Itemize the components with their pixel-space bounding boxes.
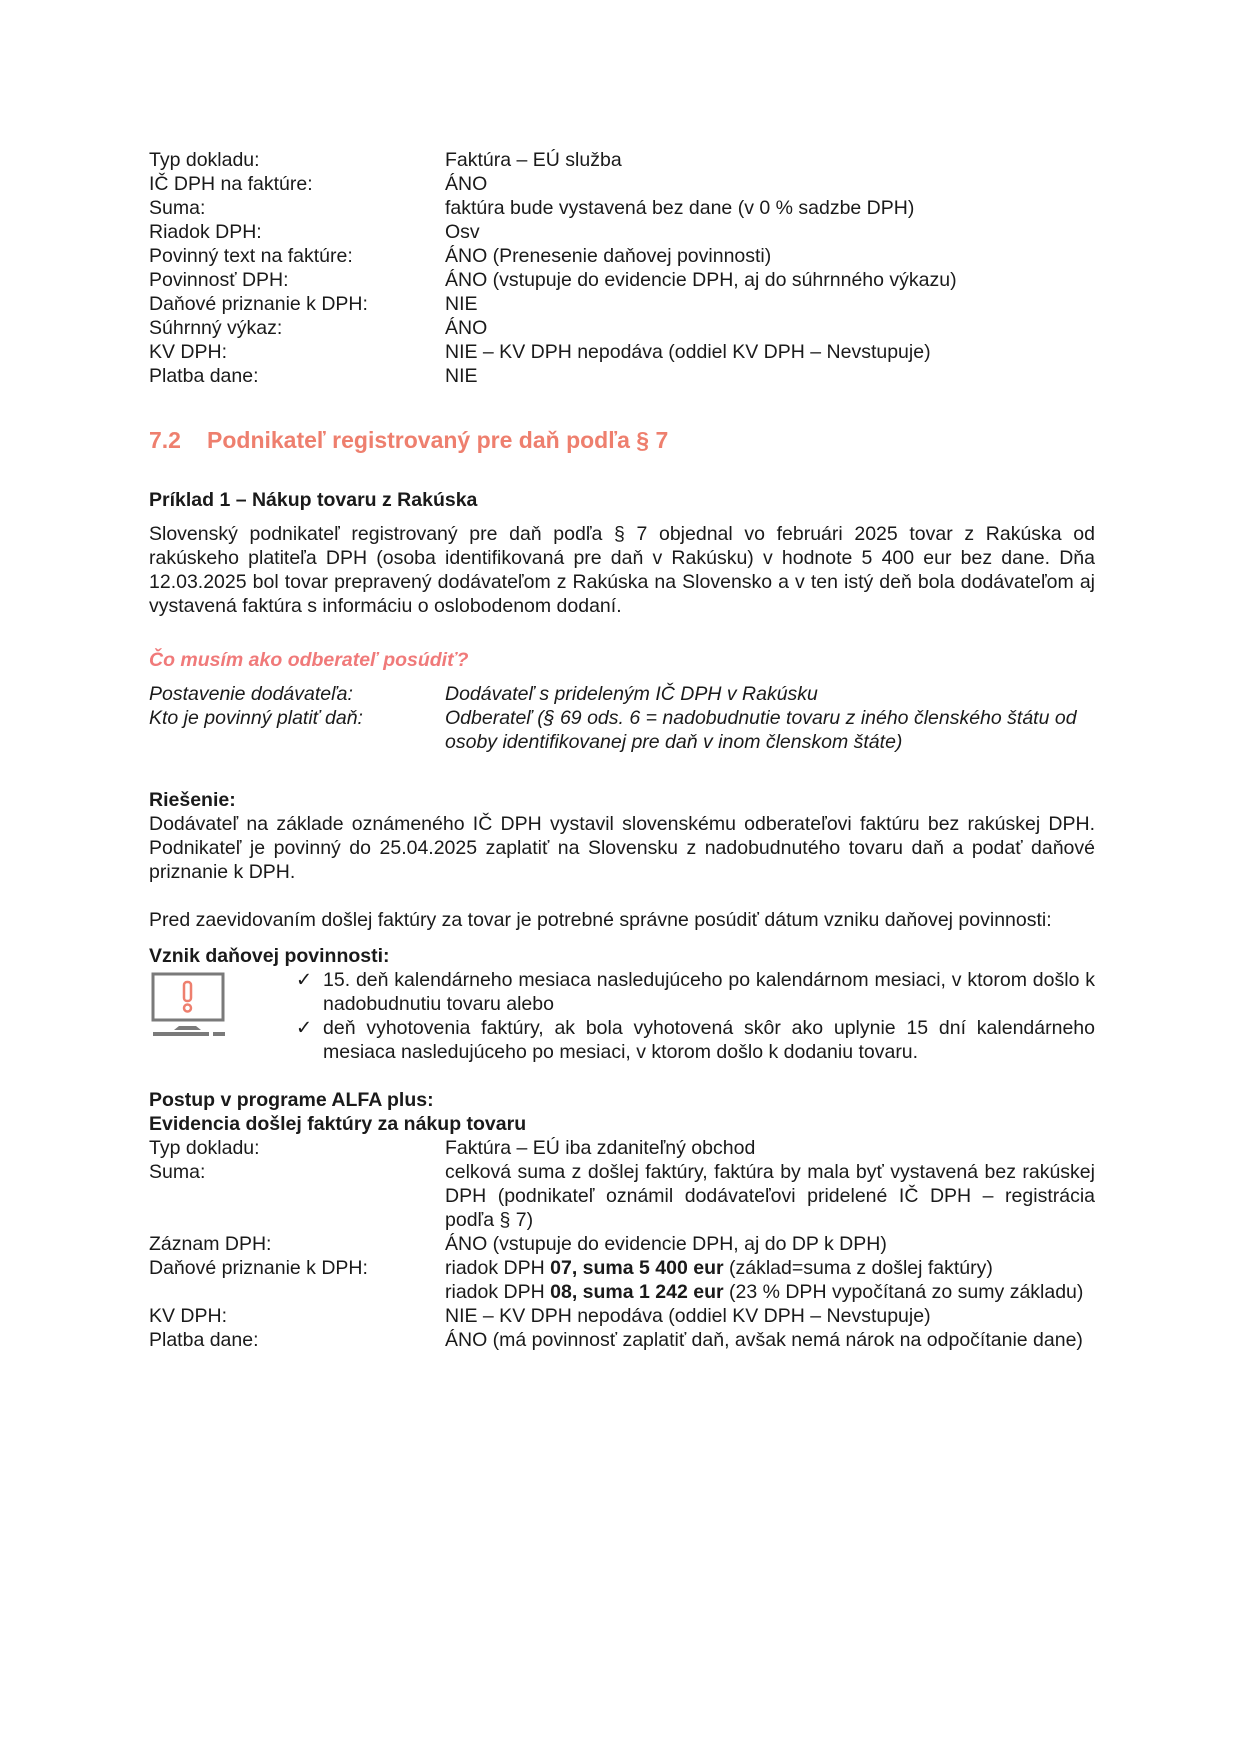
solution-paragraph-2: Pred zaevidovaním došlej faktúry za tovar je potrebné správne posúdiť dátum vzniku daňovej povinnosti: <box>149 909 1052 931</box>
table-row <box>149 196 1095 220</box>
row-value: Dodávateľ s prideleným IČ DPH v Rakúsku <box>445 683 818 705</box>
table-row <box>149 1232 1095 1256</box>
row-key: Platba dane: <box>149 365 259 387</box>
row-value: NIE <box>445 365 478 387</box>
tax-liability-heading: Vznik daňovej povinnosti: <box>149 945 390 967</box>
row-key: Typ dokladu: <box>149 149 260 171</box>
row-value: ÁNO <box>445 317 488 339</box>
table-row <box>149 244 1095 268</box>
tax-liability-block <box>149 968 1095 1064</box>
table-row <box>149 268 1095 292</box>
solution-heading: Riešenie: <box>149 789 236 811</box>
table-row <box>149 340 1095 364</box>
example-paragraph: Slovenský podnikateľ registrovaný pre daň podľa § 7 objednal vo februári 2025 tovar z Rakúska od rakúskeho platiteľa DPH (osoba identifikovaná pre daň v Rakúsku) v hodnote 5 400 eur bez dane. Dňa 12.03.2025 bol tovar prepravený dodávateľom z Rakúska na Slovensko a v ten istý deň bola dodávateľom aj vystavená faktúra s informáciu o oslobodenom dodaní. <box>149 523 1095 617</box>
assess-table <box>149 682 1095 754</box>
procedure-table <box>149 1136 1095 1352</box>
table-row <box>149 1136 1095 1160</box>
section-heading <box>149 426 1095 454</box>
first-table <box>149 148 1095 388</box>
row-key: Riadok DPH: <box>149 221 262 243</box>
list-item <box>285 1016 1095 1064</box>
row-key: Záznam DPH: <box>149 1233 272 1255</box>
procedure-heading: Postup v programe ALFA plus: <box>149 1089 434 1111</box>
tax-return-line-2 <box>445 1280 1095 1304</box>
row-value: NIE – KV DPH nepodáva (oddiel KV DPH – Nevstupuje) <box>445 1305 931 1327</box>
row-value: Faktúra – EÚ iba zdaniteľný obchod <box>445 1137 756 1159</box>
check-icon: ✓ <box>295 1017 313 1039</box>
table-row <box>149 148 1095 172</box>
row-value: NIE – KV DPH nepodáva (oddiel KV DPH – Nevstupuje) <box>445 341 931 363</box>
row-value: ÁNO (Prenesenie daňovej povinnosti) <box>445 245 772 267</box>
table-row <box>149 364 1095 388</box>
row-key: Platba dane: <box>149 1329 259 1351</box>
table-row <box>149 1256 1095 1304</box>
row-value: Faktúra – EÚ služba <box>445 149 622 171</box>
row-value: faktúra bude vystavená bez dane (v 0 % sadzbe DPH) <box>445 197 915 219</box>
line-suffix: (23 % DPH vypočítaná zo sumy základu) <box>723 1281 1084 1303</box>
row-key: IČ DPH na faktúre: <box>149 173 313 195</box>
row-key: Typ dokladu: <box>149 1137 260 1159</box>
list-item-text: deň vyhotovenia faktúry, ak bola vyhotovená skôr ako uplynie 15 dní kalendárneho mesiaca nasledujúceho po mesiaci, v ktorom došlo k dodaniu tovaru. <box>323 1017 1095 1063</box>
row-key: Daňové priznanie k DPH: <box>149 1257 368 1279</box>
row-value: celková suma z došlej faktúry, faktúra by mala byť vystavená bez rakúskej DPH (podnikateľ oznámil dodávateľovi pridelené IČ DPH – registrácia podľa § 7) <box>445 1161 1095 1231</box>
row-key: Postavenie dodávateľa: <box>149 683 353 705</box>
table-row <box>149 1160 1095 1232</box>
tax-return-line-1 <box>445 1256 1095 1280</box>
line-prefix: riadok DPH <box>445 1281 551 1303</box>
table-row <box>149 1304 1095 1328</box>
check-icon: ✓ <box>295 969 313 991</box>
line-prefix: riadok DPH <box>445 1257 551 1279</box>
solution-paragraph-1: Dodávateľ na základe oznámeného IČ DPH vystavil slovenskému odberateľovi faktúru bez rakúskej DPH. Podnikateľ je povinný do 25.04.2025 zaplatiť na Slovensku z nadobudnutého tovaru daň a podať daňové priznanie k DPH. <box>149 813 1095 883</box>
list-item-text: 15. deň kalendárneho mesiaca nasledujúceho po kalendárnom mesiaci, v ktorom došlo k nadobudnutiu tovaru alebo <box>323 969 1095 1015</box>
section-number: 7.2 <box>149 427 181 453</box>
row-key: Súhrnný výkaz: <box>149 317 283 339</box>
row-key: Daňové priznanie k DPH: <box>149 293 368 315</box>
table-row <box>149 706 1095 754</box>
row-value: ÁNO <box>445 173 488 195</box>
row-value: ÁNO (vstupuje do evidencie DPH, aj do súhrnného výkazu) <box>445 269 957 291</box>
line-suffix: (základ=suma z došlej faktúry) <box>723 1257 993 1279</box>
row-key: Povinnosť DPH: <box>149 269 289 291</box>
row-key: KV DPH: <box>149 1305 228 1327</box>
table-row <box>149 220 1095 244</box>
procedure-subheading: Evidencia došlej faktúry za nákup tovaru <box>149 1113 527 1135</box>
row-key: Suma: <box>149 1161 206 1183</box>
row-key: Kto je povinný platiť daň: <box>149 707 363 729</box>
row-value: ÁNO (vstupuje do evidencie DPH, aj do DP k DPH) <box>445 1233 887 1255</box>
table-row <box>149 292 1095 316</box>
row-key: Povinný text na faktúre: <box>149 245 353 267</box>
row-key: KV DPH: <box>149 341 228 363</box>
section-title: Podnikateľ registrovaný pre daň podľa § 7 <box>207 427 669 453</box>
table-row <box>149 172 1095 196</box>
row-value <box>445 1256 1095 1304</box>
row-value: ÁNO (má povinnosť zaplatiť daň, avšak nemá nárok na odpočítanie dane) <box>445 1329 1083 1351</box>
row-value: NIE <box>445 293 478 315</box>
example-title: Príklad 1 – Nákup tovaru z Rakúska <box>149 489 478 511</box>
document-page <box>149 148 1095 1352</box>
table-row <box>149 1328 1095 1352</box>
row-key: Suma: <box>149 197 206 219</box>
table-row <box>149 316 1095 340</box>
line-bold: 07, suma 5 400 eur <box>550 1257 724 1279</box>
monitor-warning-icon <box>149 970 229 1040</box>
table-row <box>149 682 1095 706</box>
assess-heading: Čo musím ako odberateľ posúdiť? <box>149 649 469 671</box>
list-item <box>285 968 1095 1016</box>
row-value: Osv <box>445 221 480 243</box>
line-bold: 08, suma 1 242 eur <box>550 1281 724 1303</box>
row-value: Odberateľ (§ 69 ods. 6 = nadobudnutie tovaru z iného členského štátu od osoby identifikovanej pre daň v inom členskom štáte) <box>445 707 1077 753</box>
